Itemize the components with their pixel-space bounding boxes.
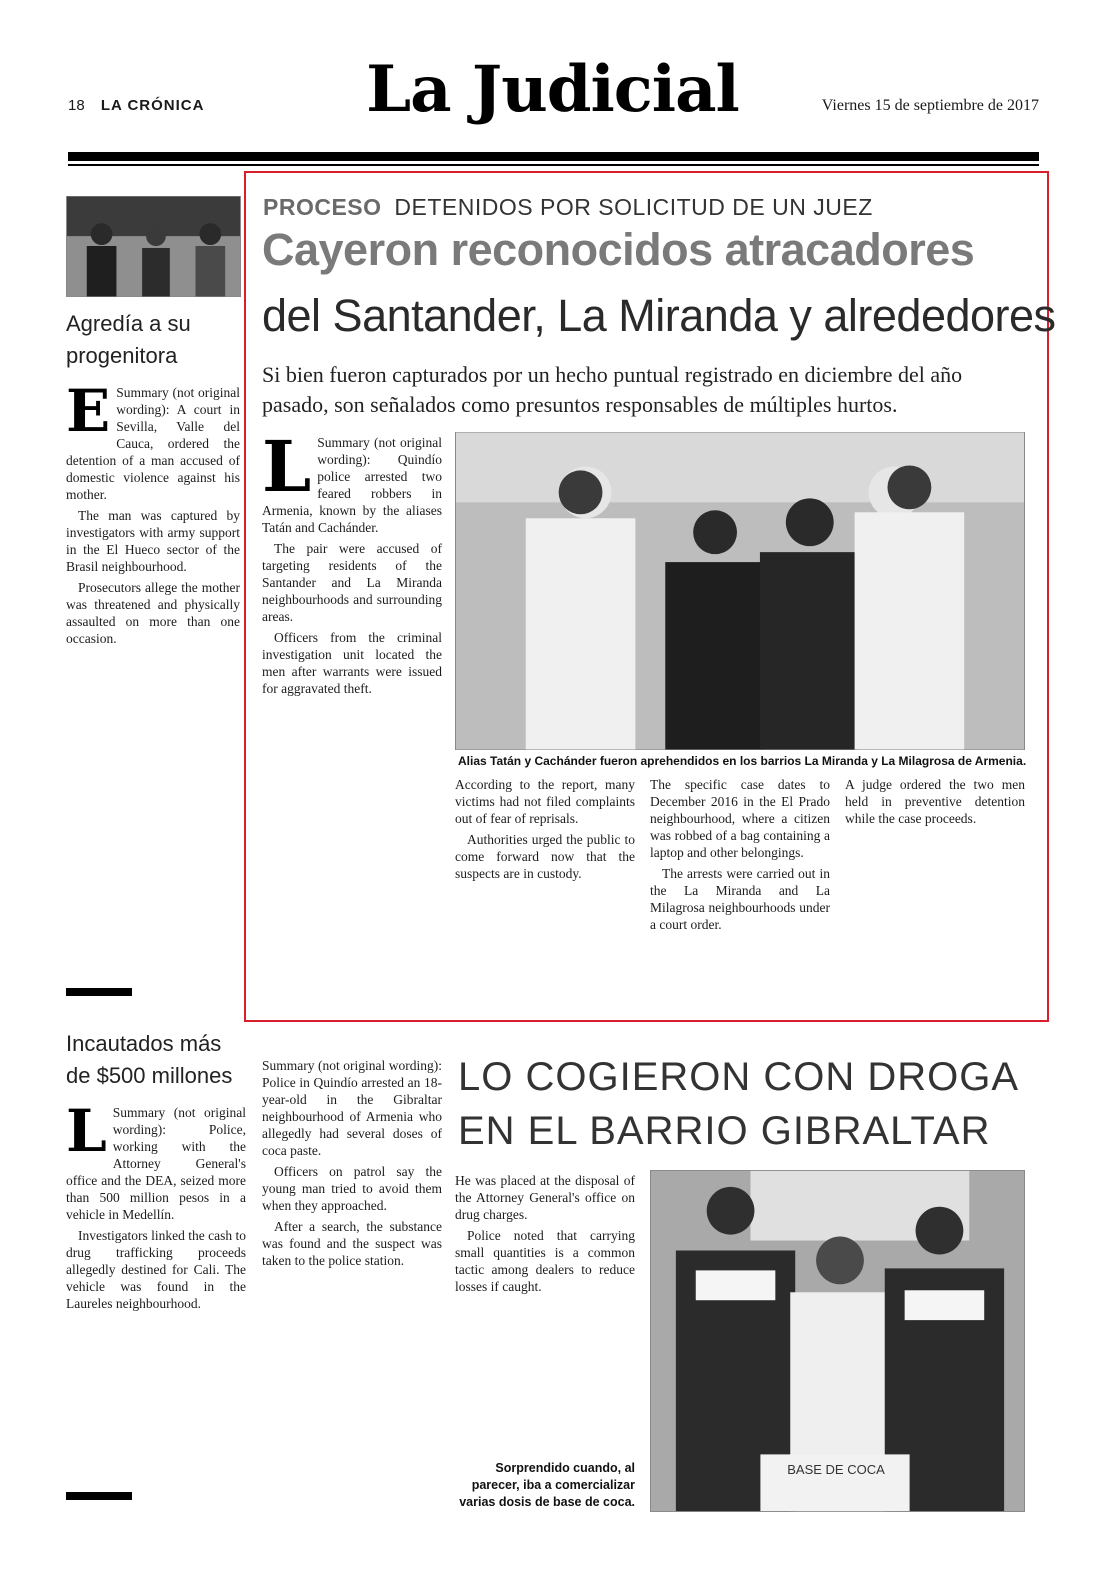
main-col2	[455, 776, 635, 886]
drug-paragraph: He was placed at the disposal of the Attorney General's office on drug charges.	[455, 1173, 635, 1222]
kicker-text: DETENIDOS POR SOLICITUD DE UN JUEZ	[394, 194, 873, 220]
side1-photo	[66, 196, 241, 297]
main-paragraph: Officers from the criminal investigation unit located the men after warrants were issued for aggravated theft.	[262, 630, 442, 696]
side2-drop-cap: L	[66, 1097, 107, 1165]
drug-paragraph: Officers on patrol say the young man tried to avoid them when they approached.	[262, 1164, 442, 1213]
main-col3	[650, 776, 830, 937]
main-deck: Si bien fueron capturados por un hecho puntual registrado en diciembre del año pasado, son señalados como presuntos responsables de múltiples hurtos.	[262, 362, 963, 417]
drug-col2	[455, 1172, 635, 1299]
main-paragraph: Authorities urged the public to come forward now that the suspects are in custody.	[455, 832, 635, 881]
drug-headline-line1: LO COGIERON CON DROGA	[458, 1055, 1020, 1099]
drug-paragraph: After a search, the substance was found and the suspect was taken to the police station.	[262, 1219, 442, 1268]
main-paragraph: Summary (not original wording): Quindío police arrested two feared robbers in Armenia, known by the aliases Tatán and Cachánder.	[262, 435, 442, 535]
main-col1	[262, 425, 442, 701]
main-paragraph: The arrests were carried out in the La Miranda and La Milagrosa neighbourhoods under a court order.	[650, 866, 830, 932]
drug-paragraph: Summary (not original wording): Police in Quindío arrested an 18-year-old in the Gibraltar neighbourhood of Armenia who allegedly had several doses of coca paste.	[262, 1058, 442, 1158]
drug-headline	[458, 1050, 1019, 1158]
drug-photo-caption: Sorprendido cuando, al parecer, iba a comercializar varias dosis de base de coca.	[459, 1461, 635, 1509]
main-headline-line2: del Santander, La Miranda y alrededores	[262, 290, 1056, 341]
section-title: La Judicial	[366, 52, 739, 127]
side1-paragraph: Prosecutors allege the mother was threatened and physically assaulted on more than one occasion.	[66, 580, 240, 646]
side2-paragraph: Investigators linked the cash to drug trafficking proceeds allegedly destined for Cali. The vehicle was found in the Laureles neighbourhood.	[66, 1228, 246, 1311]
main-paragraph: The specific case dates to December 2016 in the El Prado neighbourhood, where a citizen was robbed of a bag containing a laptop and other belongings.	[650, 777, 830, 860]
header-rule-thick	[68, 152, 1039, 161]
main-kicker	[263, 194, 873, 221]
paper-name: LA CRÓNICA	[100, 97, 205, 114]
issue-date: Viernes 15 de septiembre de 2017	[821, 97, 1039, 114]
main-photo-caption: Alias Tatán y Cachánder fueron aprehendidos en los barrios La Miranda y La Milagrosa de Armenia.	[458, 754, 1027, 768]
side1-body	[66, 377, 240, 651]
drug-headline-line2: EN EL BARRIO GIBRALTAR	[458, 1109, 991, 1153]
side2-title: Incautados más de $500 millones	[66, 1031, 233, 1088]
people-photo-icon	[67, 196, 240, 297]
side1-paragraph: The man was captured by investigators with army support in the El Hueco sector of the Brasil neighbourhood.	[66, 508, 240, 574]
side1-paragraph: Summary (not original wording): A court in Sevilla, Valle del Cauca, ordered the detention of a man accused of domestic violence against his mother.	[66, 385, 240, 502]
side1-title: Agredía a su progenitora	[66, 311, 191, 368]
side2-body	[66, 1097, 246, 1316]
drug-col1	[262, 1057, 442, 1273]
drug-paragraph: Police noted that carrying small quantities is a common tactic among dealers to reduce losses if caught.	[455, 1228, 635, 1294]
drug-photo	[650, 1170, 1025, 1512]
main-col4	[845, 776, 1025, 831]
arrest-photo-icon	[456, 432, 1024, 750]
kicker-label: PROCESO	[263, 194, 382, 220]
drug-photo-label: BASE DE COCA	[787, 1462, 885, 1477]
side1-drop-cap: E	[66, 377, 111, 445]
main-paragraph: A judge ordered the two men held in preventive detention while the case proceeds.	[845, 777, 1025, 826]
side2-end-bar	[66, 1492, 132, 1500]
main-paragraph: The pair were accused of targeting residents of the Santander and La Miranda neighbourhoods and surrounding areas.	[262, 541, 442, 624]
main-photo	[455, 432, 1025, 750]
side2-paragraph: Summary (not original wording): Police, working with the Attorney General's office and the DEA, seized more than 500 million pesos in a vehicle in Medellín.	[66, 1105, 246, 1222]
page-number: 18	[68, 97, 85, 114]
header-rule-thin	[68, 164, 1039, 166]
main-headline: Cayeron reconocidos atracadores	[262, 224, 975, 275]
main-paragraph: According to the report, many victims had not filed complaints out of fear of reprisals.	[455, 777, 635, 826]
side1-end-bar	[66, 988, 132, 996]
main-drop-cap: L	[262, 425, 312, 508]
